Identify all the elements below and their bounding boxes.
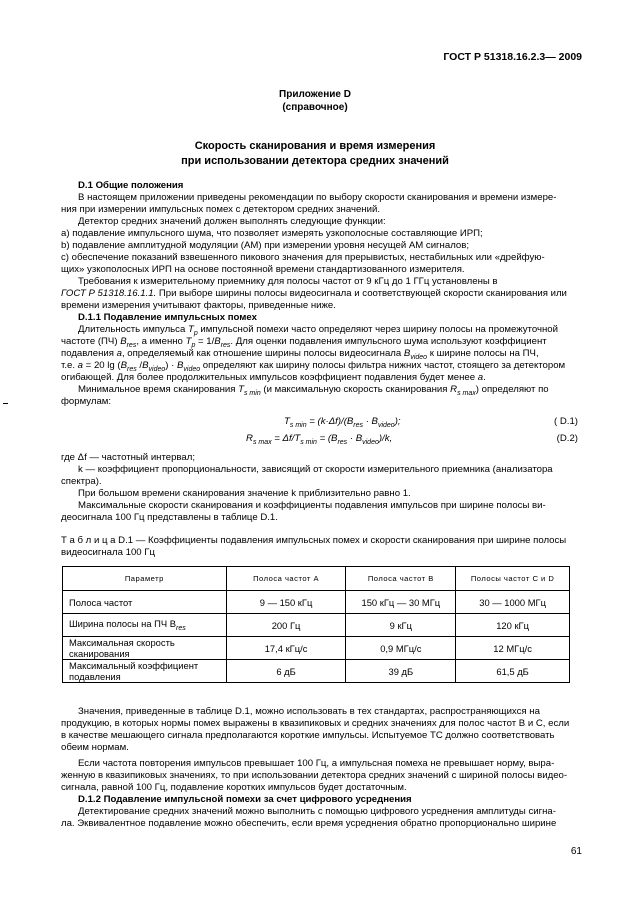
table-row (63, 614, 570, 637)
table-header-cell: Полоса частот В (346, 567, 456, 591)
formula-number-d2: (D.2) (556, 433, 578, 444)
table-caption: видеосигнала 100 Гц (61, 547, 155, 558)
paragraph: Длительность импульса $T_p$ импульсной помехи часто определяют через ширину полосы на промежуточной (78, 324, 558, 337)
formula-d2: $R_{s max} = \Delta f/T_{s min} = (B_{res} \cdot B_{video})/k$, (246, 433, 393, 446)
table-cell: 0,9 МГц/с (346, 637, 456, 660)
table-header-cell: Параметр (63, 567, 227, 591)
table-cell: 150 кГц — 30 МГц (346, 591, 456, 614)
table-cell: 39 дБ (346, 660, 456, 683)
table-header-cell: Полоса частот А (226, 567, 346, 591)
subsection-title-d1: D.1 Общие положения (78, 180, 184, 191)
table-cell: 61,5 дБ (456, 660, 570, 683)
table-cell: 6 дБ (226, 660, 346, 683)
paragraph: Детектирование средних значений можно выполнить с помощью цифрового усреднения амплитуды сигна- (78, 806, 556, 817)
paragraph: В настоящем приложении приведены рекомендации по выбору скорости сканирования и времени измере- (78, 192, 557, 203)
paragraph: частоте (ПЧ) $B_{res}$, а именно $T_p = 1/B_{res}$. Для оценки подавления импульсного шума используют коэффициент (61, 336, 547, 349)
paragraph: При большом времени сканирования значение k приблизительно равно 1. (78, 488, 411, 499)
paragraph: обеим нормам. (61, 742, 129, 753)
standard-number: ГОСТ Р 51318.16.2.3— 2009 (443, 51, 582, 63)
list-item: с) обеспечение показаний взвешенного пикового значения для прерывистых, нестабильных или «дрейфую- (61, 252, 545, 263)
paragraph: подавления a, определяемый как отношение ширины полосы видеосигнала $B_{video}$ к ширине полосы на ПЧ, (61, 348, 539, 361)
paragraph: продукцию, в которых нормы помех выражены в квазипиковых и средних значениях для полос частот В и С, если (61, 718, 570, 729)
paragraph: Детектор средних значений должен выполнять следующие функции: (78, 216, 386, 227)
table-row (63, 637, 570, 660)
paragraph: формулам: (61, 396, 112, 407)
table-header-row (63, 567, 570, 591)
appendix-subtitle: (справочное) (282, 102, 348, 113)
paragraph: где Δf — частотный интервал; (61, 452, 196, 463)
table-cell: 200 Гц (226, 614, 346, 637)
table-cell: 9 кГц (346, 614, 456, 637)
formula-number-d1: ( D.1) (554, 416, 578, 427)
table-row (63, 591, 570, 614)
page-number: 61 (570, 846, 582, 857)
paragraph: в качестве мешающего сигнала предполагаются короткие импульсы. Испытуемое ТС должно соответствовать (61, 730, 555, 741)
table-header-cell: Полосы частот С и D (456, 567, 570, 591)
table-cell: Максимальный коэффициент подавления (63, 660, 227, 683)
paragraph: времени измерения учитывают факторы, приведенные ниже. (61, 300, 336, 311)
margin-mark (3, 403, 8, 404)
list-item: а) подавление импульсного шума, что позволяет измерять узкополосные составляющие ИРП; (61, 228, 483, 239)
formula-d1: $T_{s min} = (k\cdot\Delta f)/(B_{res} \cdot B_{video})$; (284, 416, 401, 429)
paragraph: огибающей. Для более продолжительных импульсов коэффициент подавления будет менее a. (61, 372, 486, 383)
table-cell: 9 — 150 кГц (226, 591, 346, 614)
table-row (63, 660, 570, 683)
paragraph: ГОСТ Р 51318.16.1.1. При выборе ширины полосы видеосигнала и соответствующей скорости сканирования или (61, 288, 567, 299)
paragraph: Если частота повторения импульсов превышает 100 Гц, а импульсная помеха не превышает норму, выра- (78, 758, 555, 769)
table-cell: Ширина полосы на ПЧ $B_{res}$ (63, 614, 227, 637)
paragraph: ла. Эквивалентное подавление можно обеспечить, если время усреднения обратно пропорционально ширине (61, 818, 557, 829)
paragraph: Минимальное время сканирования $T_{s min}$ (и максимальную скорость сканирования $R_{s max}$) определяют по (78, 384, 549, 397)
table-caption: Т а б л и ц а D.1 — Коэффициенты подавления импульсных помех и скорости сканирования при ширине полосы (61, 535, 567, 546)
paragraph: сигнала, равной 100 Гц, подавление коротких импульсов будет достаточным. (61, 782, 407, 793)
list-item: b) подавление амплитудной модуляции (АМ) при измерении уровня несущей АМ сигналов; (61, 240, 469, 251)
paragraph: т.е. a = 20 $\lg (B_{res}$ $/B_{video}) \cdot B_{video}$ определяют как ширину полосы фильтра нижних частот, стоящего за детектором (61, 360, 566, 373)
subsection-title-d11: D.1.1 Подавление импульсных помех (78, 312, 257, 323)
section-heading-line1: Скорость сканирования и время измерения (194, 140, 436, 152)
data-table (62, 566, 570, 683)
paragraph: Максимальные скорости сканирования и коэффициенты подавления импульсов при ширине полосы ви- (78, 500, 546, 511)
paragraph: женную в квазипиковых значениях, то при использовании детектора средних значений с шириной полосы видео- (61, 770, 568, 781)
table-cell: 12 МГц/с (456, 637, 570, 660)
table-cell: 120 кГц (456, 614, 570, 637)
section-heading-line2: при использовании детектора средних значений (181, 155, 449, 167)
paragraph: Значения, приведенные в таблице D.1, можно использовать в тех стандартах, распространяющихся на (78, 706, 540, 717)
paragraph: Требования к измерительному приемнику для полосы частот от 9 кГц до 1 ГГц установлены в (78, 276, 498, 287)
paragraph: ния при измерении импульсных помех с детектором средних значений. (61, 204, 380, 215)
table-cell: 17,4 кГц/с (226, 637, 346, 660)
paragraph: k — коэффициент пропорциональности, зависящий от скорости измерительного приемника (анализатора (78, 464, 553, 475)
table-cell: 30 — 1000 МГц (456, 591, 570, 614)
paragraph: спектра). (61, 476, 102, 487)
table-cell: Полоса частот (63, 591, 227, 614)
table-cell: Максимальная скорость сканирования (63, 637, 227, 660)
paragraph: деосигнала 100 Гц представлены в таблице D.1. (61, 512, 278, 523)
list-item: щих» узкополосных ИРП на основе постоянной времени стандартизованного измерителя. (61, 264, 465, 275)
appendix-title: Приложение D (279, 89, 351, 100)
subsection-title-d12: D.1.2 Подавление импульсной помехи за счет цифрового усреднения (78, 794, 412, 805)
